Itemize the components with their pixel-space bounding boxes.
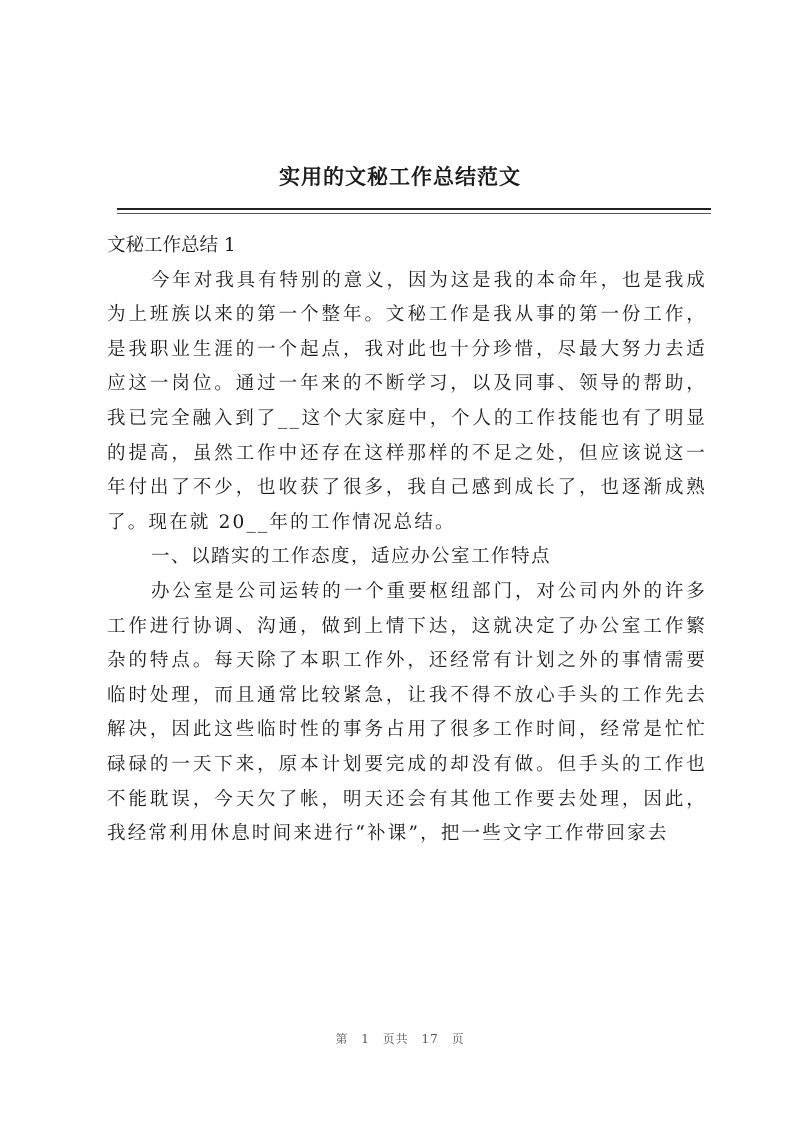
title-rule-thin <box>117 213 711 214</box>
page-footer <box>0 1030 800 1047</box>
footer-total-pages: 17 <box>421 1032 439 1046</box>
section-heading: 文秘工作总结 1 <box>107 235 236 256</box>
footer-current-page: 1 <box>361 1032 370 1046</box>
paragraph-2: 办公室是公司运转的一个重要枢纽部门，对公司内外的许多工作进行协调、沟通，做到上情下达，这就决定了办公室工作繁杂的特点。每天除了本职工作外，还经常有计划之外的事情需要临时处理，而且通常比较紧急，让我不得不放心手头的工作先去解决，因此这些临时性的事务占用了很多工作时间，经常是忙忙碌碌的一天下来，原本计划要完成的却没有做。但手头的工作也不能耽误，今天欠了帐，明天还会有其他工作要去处理，因此，我经常利用休息时间来进行“补课”，把一些文字工作带回家去 <box>107 580 707 845</box>
title-rule-thick <box>117 208 711 210</box>
document-title: 实用的文秘工作总结范文 <box>279 165 521 189</box>
footer-label-page: 第 <box>335 1032 349 1046</box>
subheading-1: 一、以踏实的工作态度，适应办公室工作特点 <box>151 546 552 568</box>
footer-label-end: 页 <box>451 1032 465 1046</box>
footer-label-of: 页共 <box>382 1032 409 1046</box>
paragraph-1: 今年对我具有特别的意义，因为这是我的本命年，也是我成为上班族以来的第一个整年。文秘工作是我从事的第一份工作，是我职业生涯的一个起点，我对此也十分珍惜，尽最大努力去适应这一岗位。通过一年来的不断学习，以及同事、领导的帮助，我已完全融入到了__这个大家庭中，个人的工作技能也有了明显的提高，虽然工作中还存在这样那样的不足之处，但应该说这一年付出了不少，也收获了很多，我自己感到成长了，也逐渐成熟了。现在就 20__年的工作情况总结。 <box>107 269 707 533</box>
document-body <box>107 229 707 852</box>
